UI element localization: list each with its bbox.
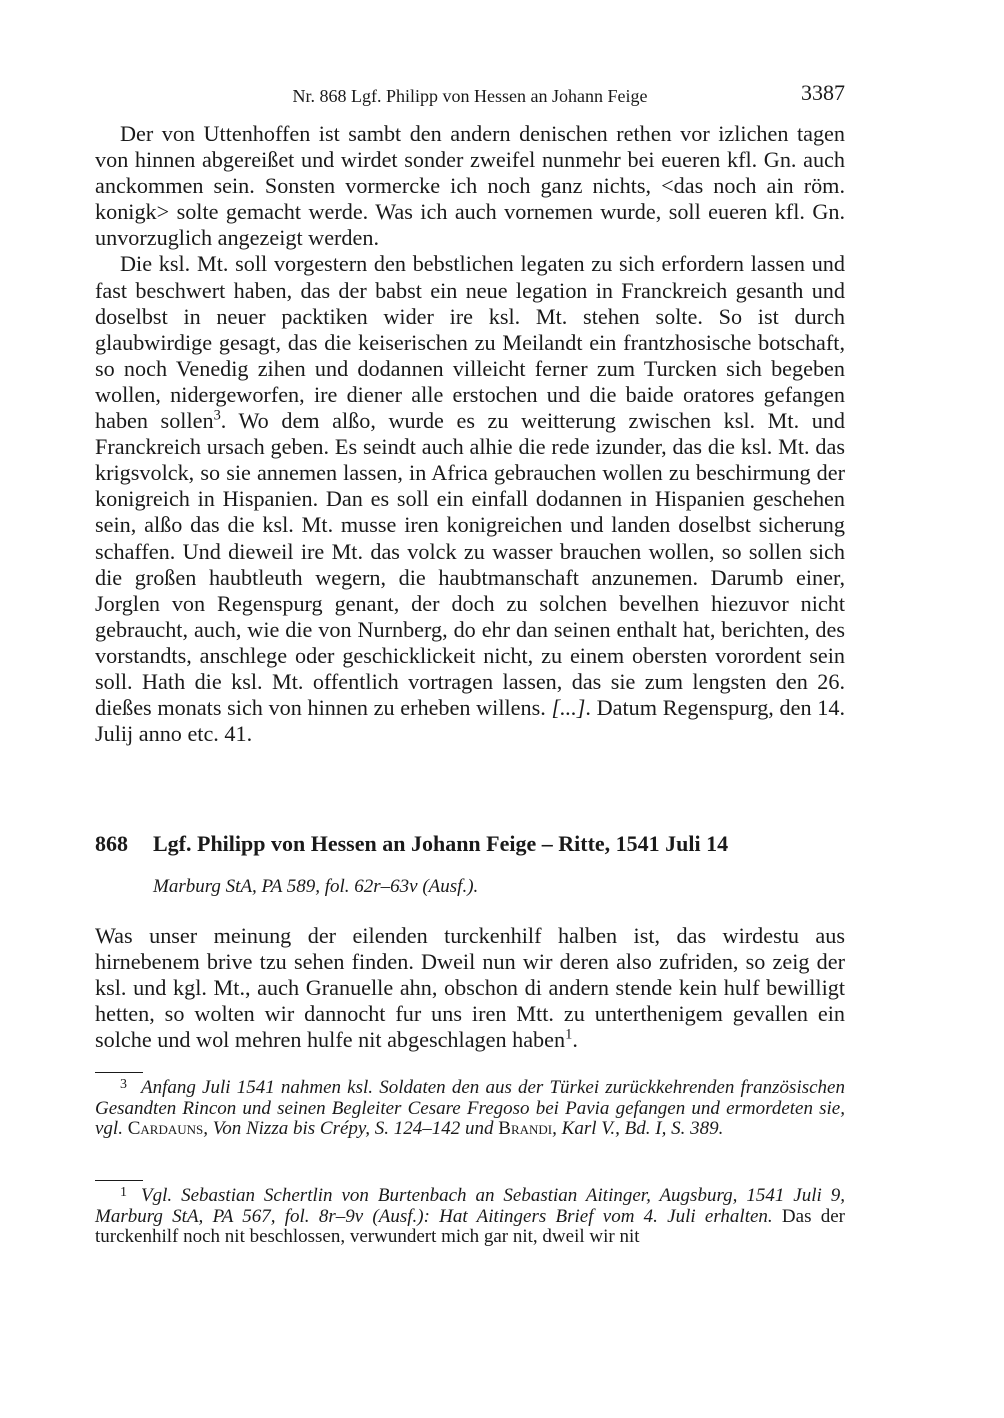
footnote-rule-1 <box>95 1072 143 1073</box>
omission-mark: [...] <box>551 695 586 721</box>
document-title: Lgf. Philipp von Hessen an Johann Feige – Ritte, 1541 Juli 14 <box>153 831 729 856</box>
footnote-3-author-1: Cardauns <box>127 1118 204 1139</box>
page-number: 3387 <box>801 80 845 105</box>
footnote-1: 1 Vgl. Sebastian Schertlin von Burtenbach an Sebastian Aitinger, Augsburg, 1541 Juli 9, Marburg StA, PA 567, fol. 8r–9v (Ausf.): Hat Aitingers Brief vom 4. Juli erhalten. Das der turckenhilf noch nit beschlossen, verwundert mich gar nit, dweil wir nit <box>95 1185 845 1247</box>
letter-text-end: . <box>572 1027 578 1053</box>
footnote-1-text-italic: Vgl. Sebastian Schertlin von Burtenbach an Sebastian Aitinger, Augsburg, 1541 Juli 9, Marburg StA, PA 567, fol. 8r–9v (Ausf.): Hat Aitingers Brief vom 4. Juli erhalten. <box>95 1185 845 1227</box>
paragraph-2-text-c: . Datum Regenspurg, den 14. Julij anno etc. 41. <box>95 695 845 747</box>
letter-text <box>95 923 845 1053</box>
footnote-3-text-a: Anfang Juli 1541 nahmen ksl. Soldaten den aus der Türkei zurückkehrenden französischen Gesandten Rincon und seinen Begleiter Cesare Fregoso bei Pavia gefangen und ermordeten sie, vgl. <box>95 1077 845 1139</box>
footnote-ref-1[interactable]: 1 <box>565 1026 573 1043</box>
paragraph-2-text-a: Die ksl. Mt. soll vorgestern den bebstlichen legaten zu sich erfordern lassen und fast beschwert haben, das der babst ein neue legation in Franckreich gesanth und doselbst in neuer packtiken wider ire ksl. Mt. stehen solte. So ist durch glaubwirdige gesagt, das die keiserischen zu Meilandt ein frantzhosische botschaft, so noch Venedig zihen und dodannen villeicht ferner zum Turcken sich begeben wollen, nidergeworfen, ire diener alle erstochen und die baide oratores gefangen haben sollen <box>95 251 845 434</box>
paragraph-2 <box>95 251 845 747</box>
paragraph-1: Der von Uttenhoffen ist sambt den andern denischen rethen vor izlichen tagen von hinnen abgereißet und wirdet sonder zweifel nunmehr bei eueren kfl. Gn. auch anckommen sein. Sonsten vormercke ich noch ganz nichts, <das noch ain röm. konigk> solte gemacht werde. Was ich auch vornemen wurde, soll eueren kfl. Gn. unvorzuglich angezeigt werden. <box>95 121 845 251</box>
footnote-3-author-2: Brandi <box>498 1118 553 1139</box>
source-note: Marburg StA, PA 589, fol. 62r–63v (Ausf.). <box>153 876 479 897</box>
footnote-3-text-c: , Karl V., Bd. I, S. 389. <box>552 1118 724 1139</box>
running-head <box>95 80 845 110</box>
paragraph-2-text-b: . Wo dem alßo, wurde es zu weitterung zwischen ksl. Mt. und Franckreich ursach geben. Es seindt auch alhie die rede izunder, das die ksl. Mt. das krigsvolck, so sie annemen lassen, in Africa gebrauchen wollen zu beschirmung der konigreich in Hispanien. Dan es soll ein einfall dodannen in Hispanien geschehen sein, alßo das die ksl. Mt. musse iren konigreichen und landen doselbst sicherung schaffen. Und dieweil ire Mt. das volck zu wasser brauchen wollen, so sollen sich die großen haubtleuth wegern, die haubtmanschaft anzunemen. Darumb einer, Jorglen von Regenspurg genant, der doch zu solchen bevelhen hiezuvor nicht gebraucht, auch, wie die von Nurnberg, do ehr dan seinen enthalt hat, berichten, des vorstandts, anschlege oder geschicklickeit nicht, zu einem obersten vorordent sein soll. Hath die ksl. Mt. offentlich vortragen lassen, das sie zum lengsten den 26. dießes monats sich von hinnen zu erheben willens. <box>95 408 845 721</box>
footnote-ref-3[interactable]: 3 <box>213 407 221 424</box>
document-number: 868 <box>95 831 128 856</box>
footnote-3: 3 Anfang Juli 1541 nahmen ksl. Soldaten den aus der Türkei zurückkehrenden französischen Gesandten Rincon und seinen Begleiter Cesare Fregoso bei Pavia gefangen und ermordeten sie, vgl. Cardauns, Von Nizza bis Crépy, S. 124–142 und Brandi, Karl V., Bd. I, S. 389. <box>95 1077 845 1139</box>
footnote-3-text-b: , Von Nizza bis Crépy, S. 124–142 und <box>203 1118 499 1139</box>
letter-text-body: Was unser meinung der eilenden turckenhilf halben ist, das wirdestu aus hirnebenem brive tzu sehen finden. Dweil nun wir deren also zufriden, so zeig der ksl. und kgl. Mt., auch Granuelle ahn, obschon di andern stende kein hulf bewilligt hetten, so wolten wir dannocht fur uns iren Mtt. zu unterthenigem gevallen ein solche und wol mehren hulfe nit abgeschlagen haben <box>95 923 845 1053</box>
body-text <box>95 121 845 747</box>
footnote-1-text-roman: Das der turckenhilf noch nit beschlossen, verwundert mich gar nit, dweil wir nit <box>95 1205 845 1247</box>
running-title: Nr. 868 Lgf. Philipp von Hessen an Johann Feige <box>292 86 648 106</box>
document-heading <box>95 830 845 858</box>
footnote-rule-2 <box>95 1180 143 1181</box>
